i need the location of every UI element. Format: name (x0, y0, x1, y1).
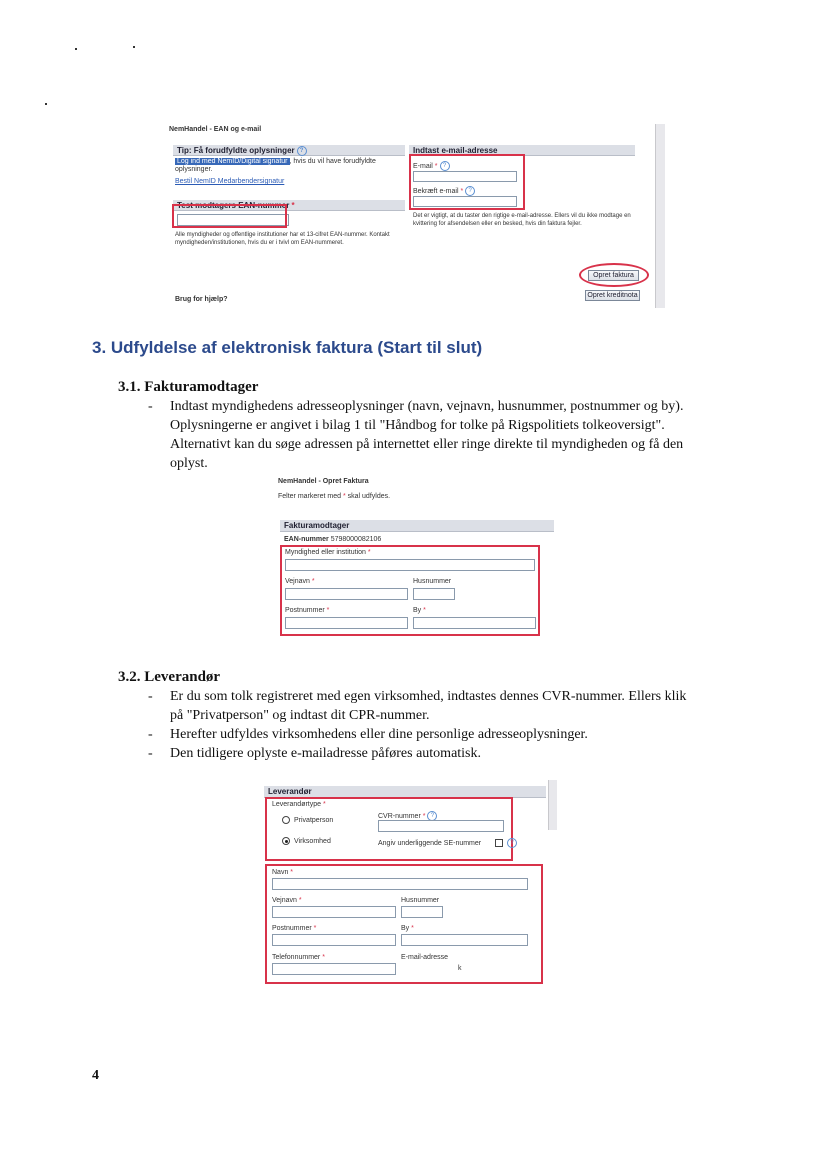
se-checkbox[interactable] (495, 839, 503, 847)
login-line (175, 158, 403, 174)
authority-label-text: Myndighed eller institution (285, 549, 366, 556)
ean-label-text: EAN-nummer (284, 536, 329, 543)
scan-speck (75, 48, 77, 50)
street-label: Vejnavn * (272, 897, 302, 904)
help-icon: ? (297, 146, 307, 156)
tip-header-text: Tip: Få forudfyldte oplysninger (177, 146, 295, 156)
bullet-dash: - (148, 399, 153, 414)
email-note: Det er vigtigt, at du taster den rigtige e-mail-adresse. Ellers vil du ikke modtage en kvittering for afsendelsen eller en besked, hvis din faktura fejler. (413, 213, 631, 227)
confirm-email-label-text: Bekræft e-mail (413, 187, 459, 195)
bullet-dash: - (148, 689, 153, 704)
ean-label (284, 536, 381, 543)
postal-input[interactable] (285, 617, 408, 629)
page-number: 4 (92, 1068, 99, 1083)
radio-private-label: Privatperson (294, 817, 334, 824)
ean-value: 5798000082106 (330, 536, 382, 543)
email-value: k (458, 965, 462, 972)
city-label-text: By (413, 607, 422, 614)
ean-highlight (172, 204, 287, 228)
street-label-text: Vejnavn (272, 897, 297, 904)
street-input[interactable] (285, 588, 408, 600)
required-star: * (432, 162, 438, 170)
email-label: E-mail-adresse (401, 954, 449, 961)
street-label: Vejnavn * (285, 578, 315, 585)
section-3-1-text: Indtast myndighedens adresseoplysninger (navn, vejnavn, husnummer, postnummer og by). Oplysningerne er angivet i bilag 1 til "Håndbog for tolke på Rigspolitiets tolkeoversigt". Alternativt kan du søge adressen på internettet eller ringe direkte til myndigheden og få den oplyst. (170, 399, 684, 471)
scan-speck (45, 103, 47, 105)
section-3-2-text-3: Den tidligere oplyste e-mailadresse påføres automatisk. (170, 746, 482, 761)
phone-label: Telefonnummer * (272, 954, 325, 961)
tip-header (173, 145, 405, 156)
ean-note: Alle myndigheder og offentlige institutioner har et 13-cifret EAN-nummer. Kontakt myndigheden/institutionen, hvis du er i tvivl om EAN-nummeret. (175, 232, 390, 246)
authority-input[interactable] (285, 559, 535, 571)
city-label-text: By (401, 925, 410, 932)
se-label: Angiv underliggende SE-nummer (378, 840, 482, 847)
order-nemid-link[interactable]: Bestil NemID Medarbendersignatur (175, 178, 285, 185)
section-3-2-text-2: Herefter udfyldes virksomhedens eller dine personlige adresseoplysninger. (170, 727, 588, 742)
login-link[interactable]: Log ind med NemID/Digital signatur (177, 158, 288, 165)
section-3-2-text-1: Er du som tolk registreret med egen virksomhed, indtastes dennes CVR-nummer. Ellers klik på "Privatperson" og indtast dit CPR-nummer. (170, 689, 687, 723)
cvr-input[interactable] (378, 820, 504, 832)
postal-label-text: Postnummer (285, 607, 325, 614)
scan-speck (133, 46, 135, 48)
screenshot-invoice-recipient (278, 474, 558, 639)
supplier-type-label-text: Leverandørtype (272, 801, 322, 808)
scrollbar[interactable] (655, 124, 665, 308)
name-label-text: Navn (272, 869, 289, 876)
city-label: By * (413, 607, 426, 614)
invoice-button-circle (579, 263, 649, 287)
postal-label: Postnummer * (285, 607, 330, 614)
postal-input[interactable] (272, 934, 396, 946)
supplier-header: Leverandør (264, 786, 546, 798)
phone-label-text: Telefonnummer (272, 954, 321, 961)
city-input[interactable] (413, 617, 536, 629)
email-label-text: E-mail (413, 162, 433, 170)
screenshot-supplier (262, 780, 558, 985)
section-3-1-title: 3.1. Fakturamodtager (118, 379, 259, 395)
house-label: Husnummer (413, 578, 452, 585)
create-invoice-button[interactable]: Opret faktura (588, 270, 639, 281)
email-header: Indtast e-mail-adresse (409, 145, 635, 156)
phone-input[interactable] (272, 963, 396, 975)
street-label-text: Vejnavn (285, 578, 310, 585)
house-label: Husnummer (401, 897, 440, 904)
required-star: * (289, 201, 295, 210)
required-star: * (458, 187, 464, 195)
help-icon: ? (440, 161, 450, 171)
city-label: By * (401, 925, 414, 932)
shot1-title: NemHandel - EAN og e-mail (169, 126, 262, 133)
shot2-note: Felter markeret med * skal udfyldes. (278, 493, 391, 500)
recipient-header: Fakturamodtager (280, 520, 554, 532)
radio-company[interactable] (282, 837, 290, 845)
scrollbar[interactable] (548, 780, 557, 830)
cvr-label: CVR-nummer * ? (378, 811, 437, 821)
email-highlight (409, 154, 525, 210)
help-text: Brug for hjælp? (175, 296, 228, 303)
name-input[interactable] (272, 878, 528, 890)
help-icon: ? (427, 811, 437, 821)
section-3-2-title: 3.2. Leverandør (118, 669, 221, 685)
shot2-title: NemHandel - Opret Faktura (278, 478, 369, 485)
authority-label: Myndighed eller institution * (285, 549, 371, 556)
cvr-label-text: CVR-nummer (378, 812, 421, 820)
radio-private[interactable] (282, 816, 290, 824)
supplier-type-label: Leverandørtype * (272, 801, 326, 808)
house-input[interactable] (401, 906, 443, 918)
bullet-dash: - (148, 746, 153, 761)
help-icon: ? (507, 838, 517, 848)
section-3-title: 3. Udfyldelse af elektronisk faktura (Start til slut) (92, 338, 483, 357)
street-input[interactable] (272, 906, 396, 918)
bullet-dash: - (148, 727, 153, 742)
ean-header-text: Test modtagers EAN-nummer (177, 201, 290, 210)
screenshot-ean-email (165, 120, 665, 308)
house-input[interactable] (413, 588, 455, 600)
help-icon: ? (465, 186, 475, 196)
login-suffix: , hvis du vil have forudfyldte oplysninger. (175, 158, 376, 173)
name-label: Navn * (272, 869, 294, 876)
postal-label-text: Postnummer (272, 925, 312, 932)
create-creditnote-button[interactable]: Opret kreditnota (585, 290, 640, 301)
postal-label: Postnummer * (272, 925, 317, 932)
city-input[interactable] (401, 934, 528, 946)
radio-company-label: Virksomhed (294, 838, 331, 845)
